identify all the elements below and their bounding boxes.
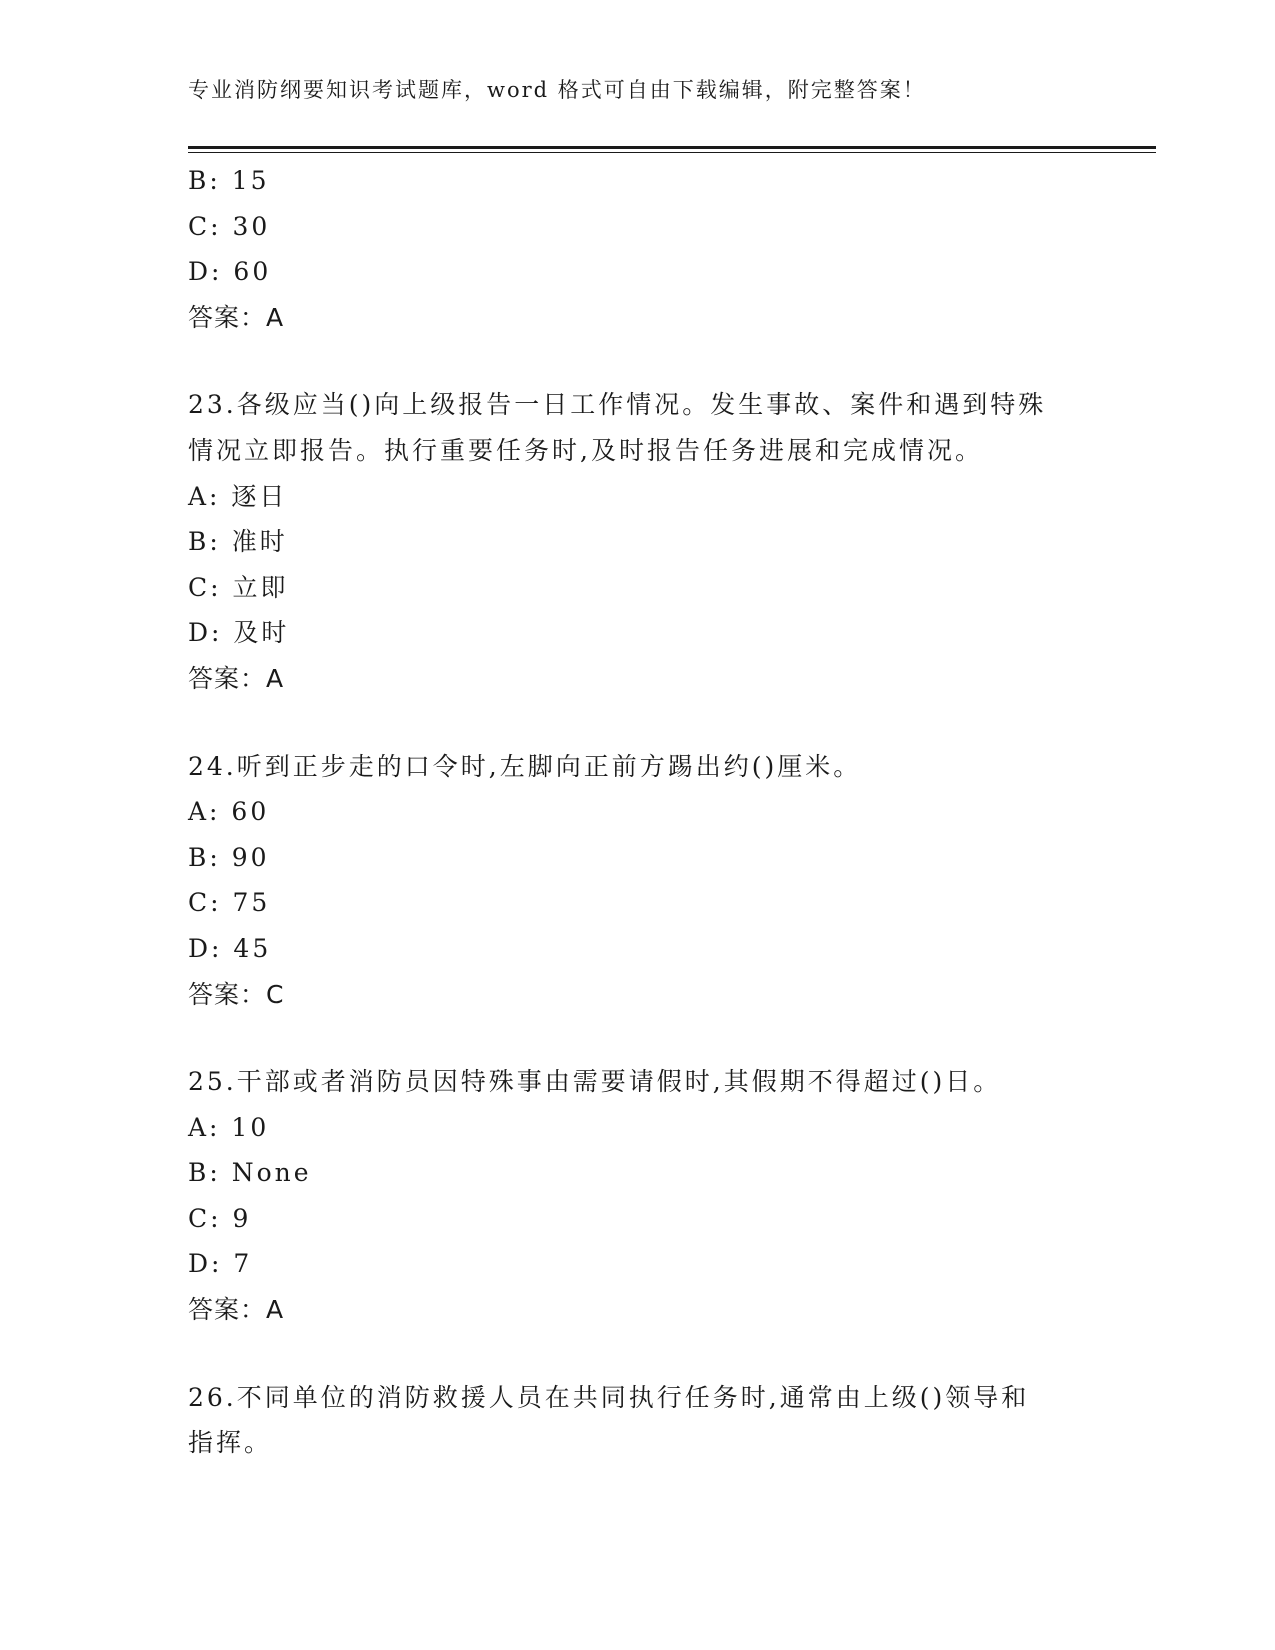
question-text: 情况立即报告。执行重要任务时,及时报告任务进展和完成情况。 — [188, 435, 983, 465]
question-text: 25.干部或者消防员因特殊事由需要请假时,其假期不得超过()日。 — [188, 1067, 1002, 1097]
option-d: D: 及时 — [188, 618, 290, 648]
question-list — [188, 158, 1088, 1466]
spacer — [188, 702, 1088, 744]
question-block-22 — [188, 158, 1088, 340]
question-block-26 — [188, 1375, 1088, 1466]
option-a: A: 逐日 — [188, 481, 288, 511]
option-b: B: 90 — [188, 842, 270, 872]
answer-line: 答案：A — [188, 663, 285, 693]
option-d: D: 7 — [188, 1249, 253, 1279]
option-a: A: 60 — [188, 797, 270, 827]
option-c: C: 30 — [188, 211, 271, 241]
spacer — [188, 340, 1088, 382]
option-c: C: 75 — [188, 888, 271, 918]
option-a: A: 10 — [188, 1112, 270, 1142]
header-rule-thick — [188, 146, 1156, 149]
question-text: 24.听到正步走的口令时,左脚向正前方踢出约()厘米。 — [188, 751, 862, 781]
answer-line: 答案：A — [188, 302, 285, 332]
question-text: 23.各级应当()向上级报告一日工作情况。发生事故、案件和遇到特殊 — [188, 390, 1047, 420]
option-d: D: 45 — [188, 933, 272, 963]
option-c: C: 9 — [188, 1203, 252, 1233]
page-header: 专业消防纲要知识考试题库，word 格式可自由下载编辑，附完整答案！ — [188, 78, 926, 102]
answer-line: 答案：C — [188, 979, 285, 1009]
option-b: B: 15 — [188, 166, 270, 195]
question-text: 指挥。 — [188, 1428, 273, 1458]
question-text: 26.不同单位的消防救援人员在共同执行任务时,通常由上级()领导和 — [188, 1382, 1030, 1412]
option-c: C: 立即 — [188, 572, 289, 602]
spacer — [188, 1333, 1088, 1375]
header-rule-thin — [188, 152, 1156, 153]
question-block-23 — [188, 382, 1088, 701]
option-b: B: 准时 — [188, 527, 288, 557]
question-block-24 — [188, 744, 1088, 1018]
option-b: B: None — [188, 1158, 312, 1188]
question-block-25 — [188, 1059, 1088, 1333]
answer-line: 答案：A — [188, 1295, 285, 1325]
option-d: D: 60 — [188, 257, 272, 287]
spacer — [188, 1017, 1088, 1059]
